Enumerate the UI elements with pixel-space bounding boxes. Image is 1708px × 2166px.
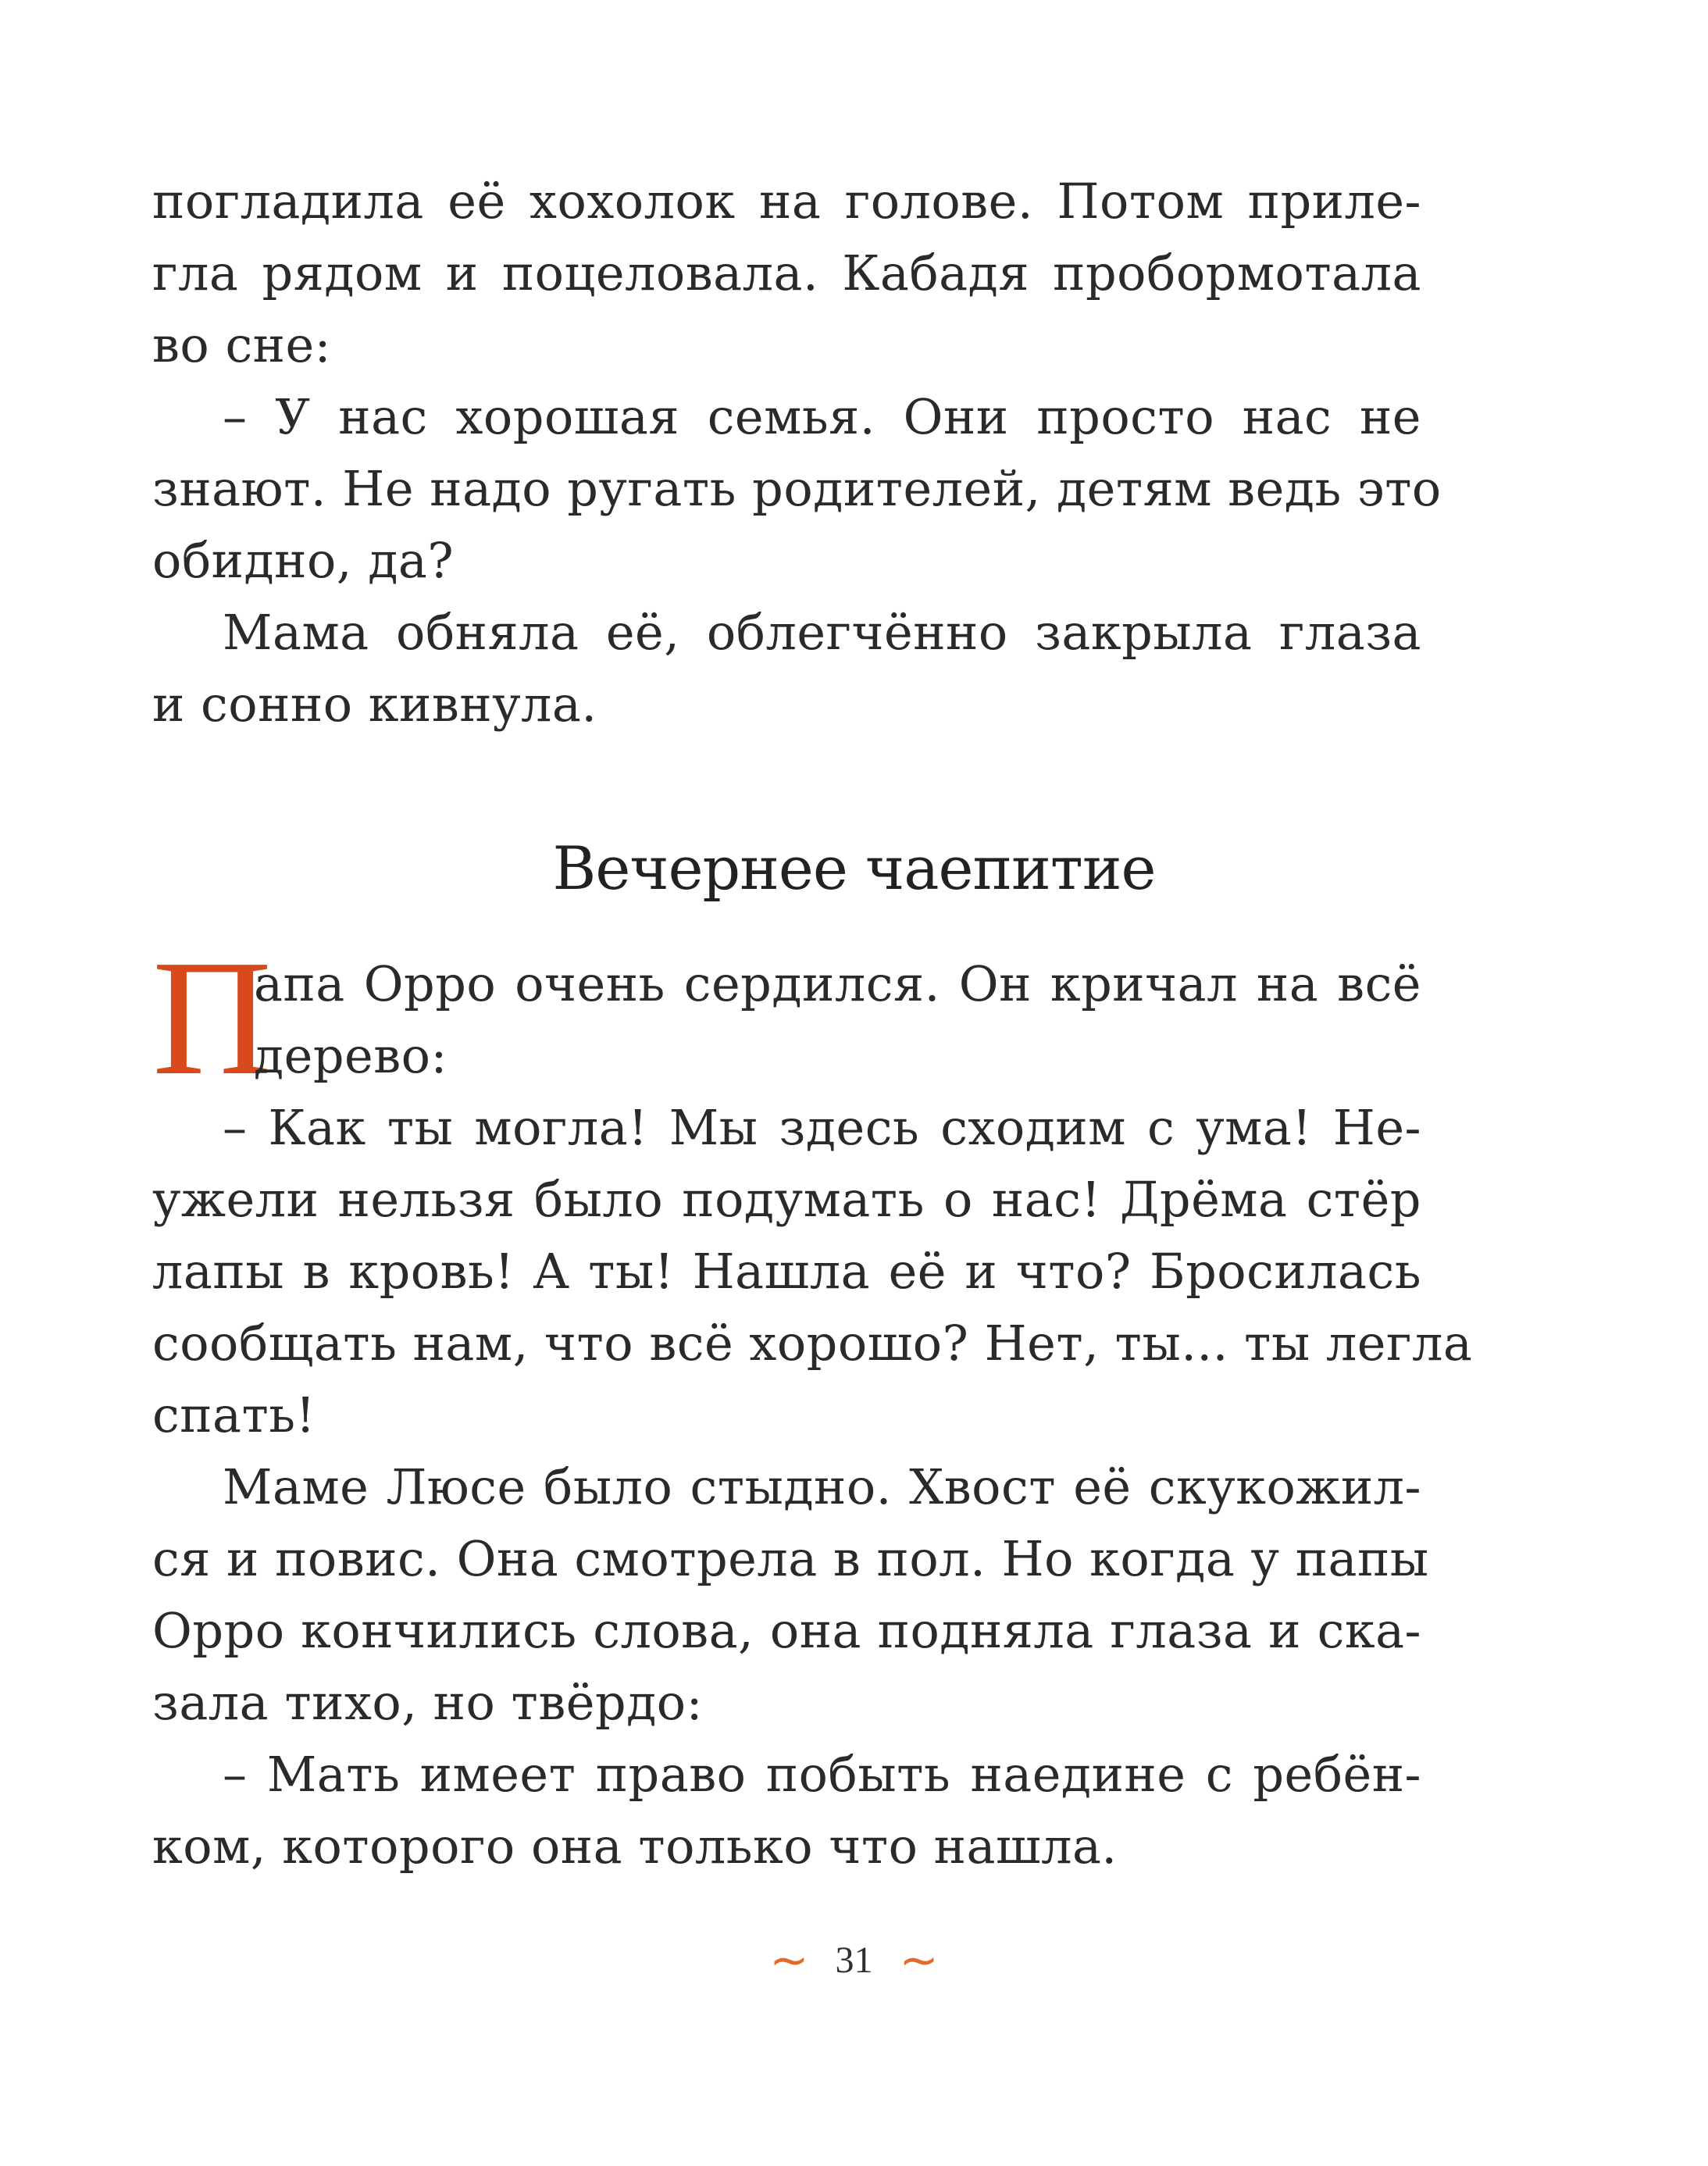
page-footer: [0, 1929, 1708, 1992]
drop-cap-initial: П: [152, 926, 273, 1109]
text-line: Мама обняла её, облегчённо закрыла глаза: [223, 604, 1421, 661]
text-line: знают. Не надо ругать родителей, детям ведь это: [152, 460, 1442, 517]
text-line: – Мать имеет право побыть наедине с ребён-: [223, 1746, 1421, 1803]
right-ornament: ~: [899, 1933, 939, 1988]
text-line: обидно, да?: [152, 532, 455, 589]
text-line: лапы в кровь! А ты! Нашла её и что? Бросилась: [152, 1243, 1421, 1300]
text-line: дерево:: [254, 1027, 448, 1084]
text-line: апа Орро очень сердился. Он кричал на всё: [254, 955, 1421, 1012]
text-line: сообщать нам, что всё хорошо? Нет, ты... ты легла: [152, 1315, 1473, 1372]
text-line: зала тихо, но твёрдо:: [152, 1674, 704, 1731]
text-line: ужели нельзя было подумать о нас! Дрёма стёр: [152, 1171, 1421, 1228]
left-ornament: ~: [769, 1933, 809, 1988]
page-number: 31: [835, 1939, 873, 1981]
text-line: ком, которого она только что нашла.: [152, 1818, 1118, 1875]
text-line: ся и повис. Она смотрела в пол. Но когда у папы: [152, 1530, 1429, 1587]
text-line: гла рядом и поцеловала. Кабадя пробормотала: [152, 244, 1421, 302]
text-line: во сне:: [152, 316, 332, 373]
text-line: Орро кончились слова, она подняла глаза и ска-: [152, 1602, 1421, 1659]
text-line: спать!: [152, 1386, 316, 1443]
chapter-title: Вечернее чаепитие: [552, 833, 1156, 903]
text-line: и сонно кивнула.: [152, 676, 597, 733]
text-line: – Как ты могла! Мы здесь сходим с ума! Не-: [223, 1099, 1421, 1156]
text-line: – У нас хорошая семья. Они просто нас не: [223, 388, 1421, 445]
text-line: Маме Люсе было стыдно. Хвост её скукожил-: [223, 1458, 1421, 1515]
text-line: погладила её хохолок на голове. Потом приле-: [152, 173, 1421, 230]
